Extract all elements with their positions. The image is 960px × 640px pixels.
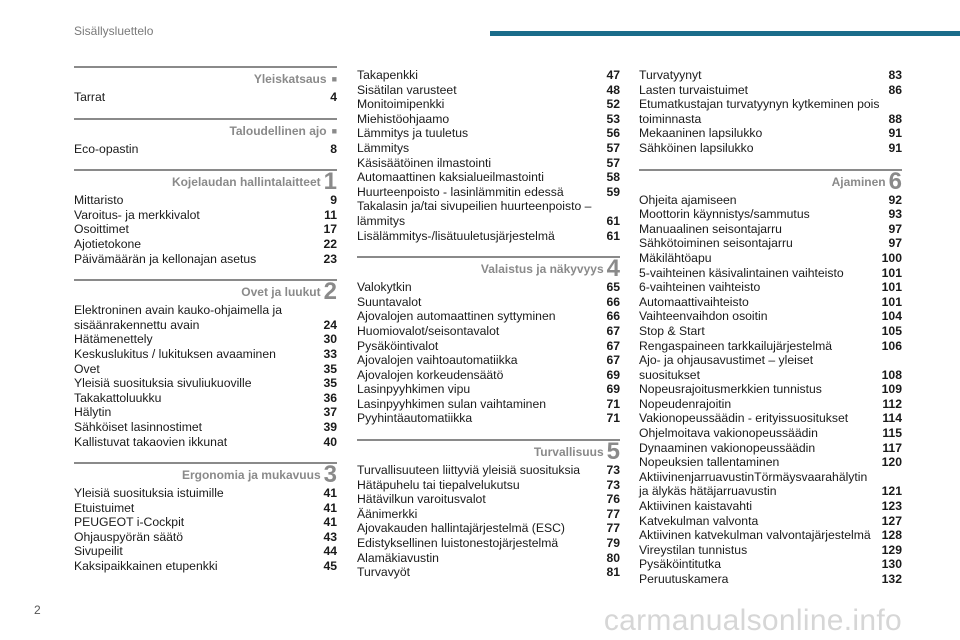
toc-entry[interactable] — [639, 557, 902, 572]
toc-entry-page: 97 — [888, 236, 902, 251]
toc-entry[interactable] — [74, 222, 337, 237]
toc-entry[interactable] — [639, 543, 902, 558]
toc-section — [357, 68, 620, 243]
toc-entry[interactable] — [357, 280, 620, 295]
toc-entry-page: 105 — [881, 323, 902, 338]
section-heading — [74, 68, 337, 90]
toc-entry-title: Lämmitys ja tuuletus — [357, 126, 469, 141]
toc-entry[interactable] — [74, 420, 337, 435]
toc-entry[interactable] — [357, 565, 620, 580]
toc-entry-title: Automaattinen kaksialueilmastointi — [357, 170, 544, 185]
toc-entry-page: 41 — [323, 486, 337, 501]
chapter-number: 5 — [606, 438, 620, 466]
toc-entry-page: 69 — [606, 382, 620, 397]
toc-entry[interactable] — [639, 382, 902, 397]
square-marker-icon: ■ — [331, 125, 337, 136]
toc-entry-title: Varoitus- ja merkkivalot — [74, 207, 200, 222]
toc-entry-title: Sisätilan varusteet — [357, 82, 457, 97]
toc-entry-page: 59 — [606, 184, 620, 199]
toc-entry-title: Sivupeilit — [74, 544, 123, 559]
toc-entry-page: 11 — [324, 207, 337, 222]
toc-entry-title: Moottorin käynnistys/sammutus — [639, 207, 810, 222]
toc-entry-page: 97 — [888, 221, 902, 236]
toc-entry-page: 40 — [323, 434, 337, 449]
square-marker-icon: ■ — [331, 74, 337, 84]
toc-column-3 — [639, 66, 902, 600]
toc-entry[interactable] — [357, 126, 620, 141]
toc-entry-title: Hälytin — [74, 405, 112, 420]
toc-entry-page: 35 — [323, 376, 337, 391]
toc-entry[interactable] — [357, 353, 620, 368]
toc-entry-page: 93 — [888, 207, 902, 222]
toc-entry[interactable] — [357, 185, 620, 200]
toc-entry-title: Ohjauspyörän säätö — [74, 529, 184, 544]
toc-entry-title: Osoittimet — [74, 222, 129, 237]
toc-entry-page: 71 — [606, 396, 620, 411]
section-heading — [74, 120, 337, 142]
toc-entry-page: 83 — [888, 68, 902, 82]
chapter-number: 2 — [323, 278, 337, 306]
toc-entry-page: 44 — [323, 544, 337, 559]
toc-entry-page: 80 — [606, 550, 620, 565]
toc-entry-page: 30 — [323, 332, 337, 347]
section-heading — [357, 255, 620, 283]
toc-entry-title: Ajo- ja ohjausavustimet – yleiset suositukset — [639, 353, 814, 382]
page-header-title: Sisällysluettelo — [74, 24, 154, 38]
toc-entry[interactable] — [639, 126, 902, 141]
toc-entry-title: Ohjelmoitava vakionopeussäädin — [639, 426, 818, 441]
toc-entry-title: Monitoimipenkki — [357, 97, 445, 112]
toc-entry[interactable] — [357, 507, 620, 522]
toc-entry-page: 101 — [881, 265, 902, 280]
toc-entry[interactable] — [74, 252, 337, 267]
toc-entry-page: 112 — [882, 396, 902, 411]
toc-entry-page: 41 — [323, 515, 337, 530]
toc-entry-page: 88 — [888, 111, 902, 126]
section-heading — [74, 278, 337, 306]
toc-entry-title: Vireystilan tunnistus — [639, 542, 748, 557]
toc-entry[interactable] — [639, 528, 902, 543]
toc-entry-page: 71 — [606, 411, 620, 426]
toc-entry-title: Ajovalojen automaattinen syttyminen — [357, 309, 556, 324]
toc-entry-page: 43 — [323, 529, 337, 544]
section-title: Valaistus ja näkyvyys — [480, 262, 604, 277]
toc-entry-page: 67 — [606, 353, 620, 368]
toc-entry[interactable] — [357, 521, 620, 536]
toc-section — [639, 169, 902, 587]
toc-entry-title: Alamäkiavustin — [357, 550, 439, 565]
toc-entry[interactable] — [357, 536, 620, 551]
page-number: 2 — [34, 603, 41, 617]
toc-entry-title: Eco-opastin — [74, 141, 139, 156]
toc-entry[interactable] — [357, 324, 620, 339]
toc-entry[interactable] — [74, 501, 337, 516]
toc-entry-page: 66 — [606, 294, 620, 309]
toc-entry-title: Nopeuksien tallentaminen — [639, 455, 780, 470]
toc-entry-page: 36 — [323, 390, 337, 405]
toc-section — [74, 279, 337, 449]
toc-entry-page: 47 — [606, 68, 620, 82]
toc-entry-page: 100 — [881, 250, 902, 265]
toc-entry-page: 101 — [881, 280, 902, 295]
toc-entry[interactable] — [639, 280, 902, 295]
toc-entry-title: Nopeusrajoitusmerkkien tunnistus — [639, 382, 822, 397]
toc-entry[interactable] — [357, 368, 620, 383]
toc-entry-title: 6-vaihteinen vaihteisto — [639, 280, 761, 295]
section-heading — [639, 167, 902, 195]
section-title: Turvallisuus — [533, 445, 604, 460]
toc-entry[interactable] — [357, 199, 620, 228]
toc-entry[interactable] — [74, 559, 337, 574]
toc-entry[interactable] — [639, 68, 902, 83]
toc-entry-title: Aktiivinen kaistavahti — [639, 499, 753, 514]
section-heading — [74, 168, 337, 196]
toc-entry-page: 92 — [888, 192, 902, 207]
toc-entry-title: Ovet — [74, 361, 100, 376]
toc-entry[interactable] — [74, 515, 337, 530]
toc-entry-page: 57 — [606, 140, 620, 155]
toc-entry[interactable] — [357, 411, 620, 426]
toc-entry-title: Ohjeita ajamiseen — [639, 192, 737, 207]
toc-entry-title: Takapenkki — [357, 68, 418, 82]
toc-entry-title: Etuistuimet — [74, 500, 135, 515]
section-title: Ergonomia ja mukavuus — [181, 468, 321, 483]
toc-entry[interactable] — [357, 478, 620, 493]
toc-entry-title: Äänimerkki — [357, 506, 418, 521]
toc-entry-page: 67 — [606, 323, 620, 338]
toc-entry-page: 115 — [882, 426, 902, 441]
toc-entry-page: 61 — [606, 228, 620, 243]
chapter-number: 4 — [606, 255, 620, 283]
toc-entry-title: PEUGEOT i-Cockpit — [74, 515, 185, 530]
section-heading — [74, 461, 337, 489]
toc-entry-page: 121 — [881, 484, 902, 499]
toc-entry[interactable] — [357, 492, 620, 507]
toc-entry-title: Turvallisuuteen liittyviä yleisiä suosituksia — [357, 463, 581, 478]
toc-entry-page: 23 — [323, 251, 337, 266]
toc-section — [639, 68, 902, 156]
toc-entry-page: 8 — [330, 141, 337, 156]
toc-entry-title: Ajotietokone — [74, 236, 142, 251]
toc-entry[interactable] — [357, 463, 620, 478]
toc-entry-title: Keskuslukitus / lukituksen avaaminen — [74, 346, 276, 361]
toc-entry[interactable] — [357, 551, 620, 566]
toc-entry[interactable] — [357, 309, 620, 324]
toc-entry-page: 108 — [881, 367, 902, 382]
toc-entry[interactable] — [639, 266, 902, 281]
toc-entry[interactable] — [74, 208, 337, 223]
toc-entry[interactable] — [639, 499, 902, 514]
toc-entry-page: 86 — [888, 82, 902, 97]
toc-entry-title: Päivämäärän ja kellonajan asetus — [74, 251, 257, 266]
toc-entry-title: Turvavyöt — [357, 565, 411, 580]
toc-entry[interactable] — [357, 83, 620, 98]
toc-section — [74, 462, 337, 574]
toc-entry[interactable] — [639, 514, 902, 529]
toc-entry-title: Yleisiä suosituksia istuimille — [74, 486, 224, 501]
toc-entry-title: Ajovalojen korkeudensäätö — [357, 367, 504, 382]
toc-entry[interactable] — [639, 411, 902, 426]
toc-entry-page: 132 — [881, 572, 902, 586]
toc-entry-page: 76 — [606, 492, 620, 507]
toc-entry[interactable] — [74, 376, 337, 391]
toc-entry-title: Mittaristo — [74, 193, 124, 208]
toc-entry[interactable] — [74, 405, 337, 420]
toc-entry[interactable] — [74, 486, 337, 501]
section-title: Kojelaudan hallintalaitteet — [171, 175, 321, 190]
toc-section — [74, 169, 337, 266]
toc-entry-page: 114 — [882, 411, 902, 426]
toc-entry-title: Kaksipaikkainen etupenkki — [74, 559, 218, 574]
toc-entry[interactable] — [639, 324, 902, 339]
toc-entry-page: 109 — [881, 382, 902, 397]
chapter-number: 6 — [888, 167, 902, 195]
toc-entry-page: 9 — [330, 193, 337, 208]
toc-entry[interactable] — [357, 97, 620, 112]
toc-entry[interactable] — [357, 112, 620, 127]
toc-entry[interactable] — [639, 141, 902, 156]
toc-entry-page: 4 — [330, 90, 337, 104]
toc-entry-title: Miehistöohjaamo — [357, 111, 450, 126]
toc-entry-title: Yleisiä suosituksia sivuliukuoville — [74, 376, 252, 391]
toc-entry[interactable] — [74, 142, 337, 157]
toc-entry-title: Pysäköintitutka — [639, 557, 721, 572]
toc-entry[interactable] — [639, 470, 902, 499]
toc-entry[interactable] — [639, 441, 902, 456]
toc-entry-page: 129 — [881, 542, 902, 557]
toc-entry-title: Valokytkin — [357, 280, 412, 295]
toc-entry-title: Vakionopeussäädin - erityissuositukset — [639, 411, 849, 426]
toc-entry-page: 37 — [323, 405, 337, 420]
toc-entry-page: 79 — [606, 536, 620, 551]
toc-entry-title: Mekaaninen lapsilukko — [639, 126, 763, 141]
toc-entry-title: Huomiovalot/seisontavalot — [357, 323, 500, 338]
section-heading — [357, 438, 620, 466]
toc-entry-title: Peruutuskamera — [639, 572, 729, 586]
toc-entry[interactable] — [639, 251, 902, 266]
chapter-number: 3 — [323, 461, 337, 489]
toc-entry-title: Lämmitys — [357, 140, 410, 155]
toc-entry-title: Hätävilkun varoitusvalot — [357, 492, 486, 507]
toc-column-1 — [74, 66, 337, 587]
toc-section — [74, 66, 337, 105]
toc-entry-page: 91 — [888, 126, 902, 141]
watermark: carmanualsonline.info — [603, 604, 902, 637]
toc-entry-page: 127 — [881, 513, 902, 528]
toc-entry-page: 24 — [323, 317, 337, 332]
toc-entry[interactable] — [639, 455, 902, 470]
toc-entry-title: Hätämenettely — [74, 332, 153, 347]
toc-entry-page: 17 — [323, 222, 337, 237]
toc-entry-page: 48 — [606, 82, 620, 97]
toc-entry-title: Automaattivaihteisto — [639, 294, 749, 309]
toc-entry[interactable] — [357, 339, 620, 354]
toc-entry-title: Takalasin ja/tai sivupeilien huurteenpoisto – lämmitys — [357, 199, 592, 228]
toc-entry-title: Lasinpyyhkimen sulan vaihtaminen — [357, 396, 547, 411]
toc-entry-title: Huurteenpoisto - lasinlämmitin edessä — [357, 184, 564, 199]
toc-entry-title: Lisälämmitys-/lisätuuletusjärjestelmä — [357, 228, 555, 243]
toc-entry-page: 117 — [882, 440, 902, 455]
section-title: Yleiskatsaus — [253, 72, 327, 86]
toc-entry-page: 77 — [606, 521, 620, 536]
toc-entry-title: Edistyksellinen luistonestojärjestelmä — [357, 536, 559, 551]
toc-entry-page: 33 — [323, 346, 337, 361]
toc-entry-title: Turvatyynyt — [639, 68, 702, 82]
toc-entry-page: 130 — [881, 557, 902, 572]
toc-entry-title: Käsisäätöinen ilmastointi — [357, 155, 492, 170]
toc-entry[interactable] — [639, 222, 902, 237]
toc-entry[interactable] — [639, 193, 902, 208]
toc-entry-title: Lasten turvaistuimet — [639, 82, 749, 97]
toc-entry-title: Elektroninen avain kauko-ohjaimella ja sisäänrakennettu avain — [74, 303, 282, 332]
toc-entry[interactable] — [357, 229, 620, 244]
toc-entry-title: Tarrat — [74, 90, 106, 104]
section-title: Taloudellinen ajo — [229, 123, 327, 138]
toc-entry-page: 39 — [323, 419, 337, 434]
toc-entry[interactable] — [357, 156, 620, 171]
toc-entry[interactable] — [74, 362, 337, 377]
toc-entry-title: Pyyhintäautomatiikka — [357, 411, 473, 426]
toc-entry-title: Aktiivinen katvekulman valvontajärjestelmä — [639, 528, 871, 543]
toc-entry-page: 53 — [606, 111, 620, 126]
toc-entry[interactable] — [74, 391, 337, 406]
toc-entry-page: 58 — [606, 170, 620, 185]
section-title: Ovet ja luukut — [241, 285, 321, 300]
toc-entry-title: Nopeudenrajoitin — [639, 396, 732, 411]
toc-entry-title: Kallistuvat takaovien ikkunat — [74, 434, 228, 449]
toc-entry[interactable] — [639, 572, 902, 587]
toc-entry-page: 57 — [606, 155, 620, 170]
toc-entry-title: Takakattoluukku — [74, 390, 162, 405]
toc-entry[interactable] — [74, 303, 337, 332]
toc-entry-page: 120 — [881, 455, 902, 470]
toc-entry-page: 77 — [606, 506, 620, 521]
toc-entry[interactable] — [639, 83, 902, 98]
toc-column-2 — [357, 66, 620, 593]
toc-entry[interactable] — [74, 90, 337, 105]
toc-entry[interactable] — [357, 170, 620, 185]
toc-entry-title: Rengaspaineen tarkkailujärjestelmä — [639, 338, 833, 353]
toc-entry[interactable] — [639, 353, 902, 382]
toc-entry[interactable] — [74, 544, 337, 559]
toc-entry-page: 81 — [606, 565, 620, 580]
toc-section — [357, 439, 620, 580]
toc-entry-title: Hätäpuhelu tai tiepalvelukutsu — [357, 477, 520, 492]
toc-entry-page: 91 — [888, 140, 902, 155]
toc-entry-title: Vaihteenvaihdon osoitin — [639, 309, 768, 324]
toc-entry-title: Etumatkustajan turvatyynyn kytkeminen pois toiminnasta — [639, 97, 880, 126]
toc-entry-title: Katvekulman valvonta — [639, 513, 759, 528]
toc-entry[interactable] — [74, 193, 337, 208]
section-title: Ajaminen — [831, 174, 886, 189]
toc-entry-page: 56 — [606, 126, 620, 141]
toc-entry[interactable] — [639, 339, 902, 354]
toc-entry[interactable] — [357, 295, 620, 310]
toc-entry-title: Sähköinen lapsilukko — [639, 140, 754, 155]
toc-entry-page: 123 — [881, 499, 902, 514]
toc-entry-page: 65 — [606, 280, 620, 295]
toc-entry[interactable] — [639, 97, 902, 126]
toc-entry-title: Sähkötoiminen seisontajarru — [639, 236, 793, 251]
toc-entry[interactable] — [357, 397, 620, 412]
toc-entry-title: AktiivinenjarruavustinTörmäysvaarahälytin ja älykäs hätäjarruavustin — [639, 469, 868, 499]
toc-entry[interactable] — [74, 530, 337, 545]
toc-entry-title: Ajovalojen vaihtoautomatiikka — [357, 353, 518, 368]
toc-entry-page: 73 — [606, 463, 620, 478]
toc-entry-page: 41 — [323, 500, 337, 515]
toc-entry[interactable] — [357, 68, 620, 83]
header-accent-bar — [490, 31, 960, 36]
toc-entry-title: Pysäköintivalot — [357, 338, 439, 353]
toc-entry-page: 22 — [323, 236, 337, 251]
toc-entry-page: 128 — [881, 528, 902, 543]
toc-entry-page: 61 — [606, 213, 620, 228]
toc-entry[interactable] — [639, 426, 902, 441]
chapter-number: 1 — [323, 168, 337, 196]
toc-entry[interactable] — [74, 435, 337, 450]
toc-entry-page: 66 — [606, 309, 620, 324]
toc-entry-title: Ajovakauden hallintajärjestelmä (ESC) — [357, 521, 565, 536]
toc-entry-page: 67 — [606, 338, 620, 353]
toc-entry[interactable] — [639, 207, 902, 222]
toc-entry[interactable] — [74, 237, 337, 252]
toc-entry-page: 52 — [606, 97, 620, 112]
toc-entry-title: Mäkilähtöapu — [639, 250, 712, 265]
toc-entry-title: Dynaaminen vakionopeussäädin — [639, 440, 816, 455]
toc-entry-page: 104 — [881, 309, 902, 324]
toc-entry[interactable] — [639, 309, 902, 324]
toc-entry-page: 106 — [881, 338, 902, 353]
toc-entry[interactable] — [639, 236, 902, 251]
toc-entry[interactable] — [639, 397, 902, 412]
toc-entry-title: Sähköiset lasinnostimet — [74, 419, 203, 434]
toc-entry-title: Stop & Start — [639, 323, 705, 338]
toc-entry-page: 69 — [606, 367, 620, 382]
toc-entry-title: Lasinpyyhkimen vipu — [357, 382, 471, 397]
toc-entry-title: Suuntavalot — [357, 294, 422, 309]
toc-entry-title: Manuaalinen seisontajarru — [639, 221, 782, 236]
toc-entry[interactable] — [357, 382, 620, 397]
toc-entry-page: 101 — [881, 294, 902, 309]
toc-entry[interactable] — [357, 141, 620, 156]
toc-entry-title: 5-vaihteinen käsivalintainen vaihteisto — [639, 265, 844, 280]
toc-entry-page: 45 — [323, 559, 337, 574]
toc-entry[interactable] — [74, 347, 337, 362]
toc-entry-page: 35 — [323, 361, 337, 376]
toc-entry[interactable] — [639, 295, 902, 310]
toc-entry-page: 73 — [606, 477, 620, 492]
toc-entry[interactable] — [74, 332, 337, 347]
toc-section — [357, 256, 620, 426]
toc-section — [74, 118, 337, 157]
